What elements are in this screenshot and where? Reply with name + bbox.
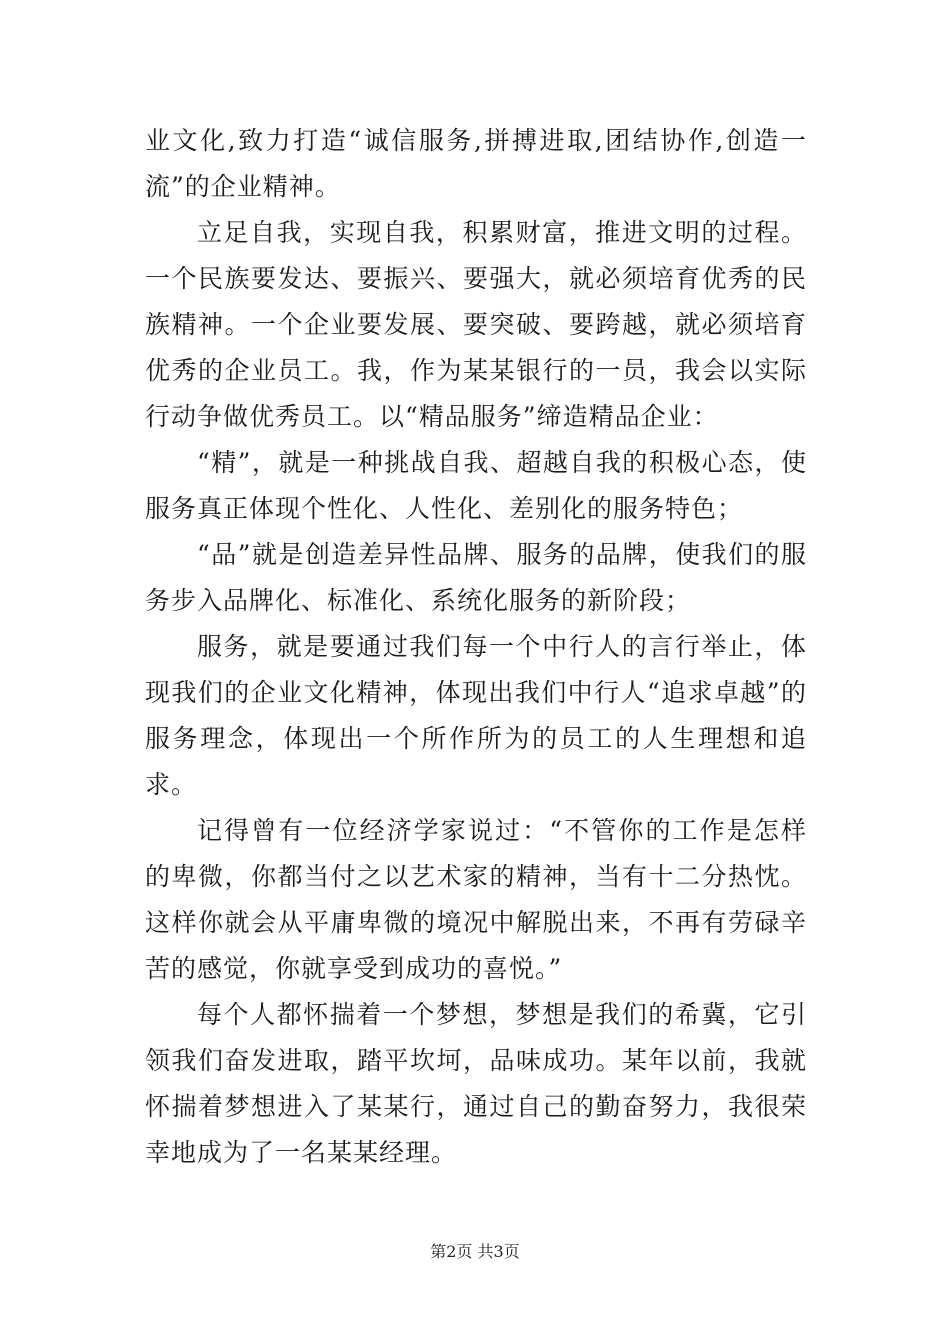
paragraph-6: 记得曾有一位经济学家说过：“不管你的工作是怎样的卑微，你都当付之以艺术家的精神，当有十二分热忱。这样你就会从平庸卑微的境况中解脱出来，不再有劳碌辛苦的感觉，你就享受到成功的喜悦。”: [145, 816, 807, 983]
page-number-footer: 第2页 共3页: [430, 1242, 520, 1261]
document-body: [145, 118, 807, 1176]
paragraph-4: “品”就是创造差异性品牌、服务的品牌，使我们的服务步入品牌化、标准化、系统化服务的新阶段；: [145, 540, 807, 615]
paragraph-2: 立足自我，实现自我，积累财富，推进文明的过程。一个民族要发达、要振兴、要强大，就必须培育优秀的民族精神。一个企业要发展、要突破、要跨越，就必须培育优秀的企业员工。我，作为某某银行的一员，我会以实际行动争做优秀员工。以“精品服务”缔造精品企业：: [145, 218, 807, 431]
paragraph-1: 业文化,致力打造“诚信服务,拼搏进取,团结协作,创造一流”的企业精神。: [145, 126, 807, 201]
paragraph-7: 每个人都怀揣着一个梦想，梦想是我们的希冀，它引领我们奋发进取，踏平坎坷，品味成功。某年以前，我就怀揣着梦想进入了某某行，通过自己的勤奋努力，我很荣幸地成为了一名某某经理。: [145, 1000, 807, 1167]
paragraph-3: “精”，就是一种挑战自我、超越自我的积极心态，使服务真正体现个性化、人性化、差别化的服务特色；: [145, 448, 807, 523]
paragraph-5: 服务，就是要通过我们每一个中行人的言行举止，体现我们的企业文化精神，体现出我们中行人“追求卓越”的服务理念，体现出一个所作所为的员工的人生理想和追求。: [145, 632, 807, 799]
